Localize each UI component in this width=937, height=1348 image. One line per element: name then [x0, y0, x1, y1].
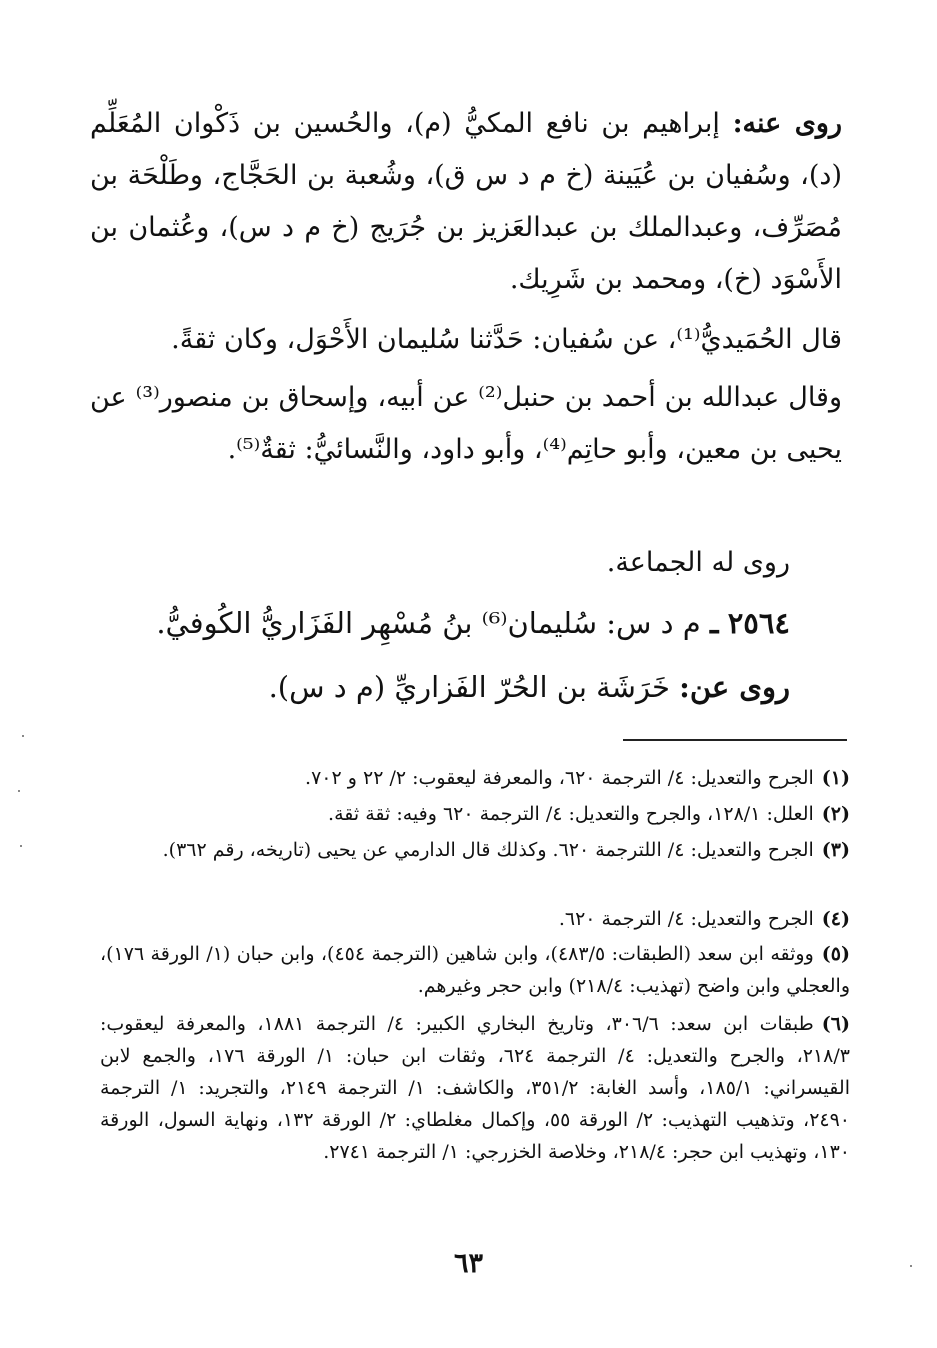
- footnote-2: [100, 798, 850, 830]
- footnote-number: (٣): [821, 839, 850, 861]
- entry-name: سُليمان⁽⁶⁾ بنُ مُسْهِر الفَزَاريُّ الكُوفيُّ.: [156, 606, 598, 640]
- scan-speck: [22, 735, 24, 737]
- scan-speck: [910, 1265, 912, 1267]
- footnote-number: (٦): [821, 1013, 850, 1035]
- entry-number: ٢٥٦٤: [727, 606, 790, 640]
- paragraph-trustworthiness: وقال عبدالله بن أحمد بن حنبل⁽²⁾ عن أبيه، وإسحاق بن منصور⁽³⁾ عن يحيى بن معين، وأبو حاتِم⁽⁴⁾، وأبو داود، والنَّسائيُّ: ثقةٌ⁽⁵⁾.: [90, 382, 842, 465]
- paragraph-narrated-from-him: [90, 98, 842, 306]
- footnote-1: [100, 762, 850, 794]
- narrators-list: إبراهيم بن نافع المكيُّ (م)، والحُسين بن ذَكْوان المُعَلِّم (د)، وسُفيان بن عُيَينة (خ م د س ق)، وشُعبة بن الحَجَّاج، وطَلْحَة بن مُصَرِّف، وعبدالملك بن عبدالعَزيز بن جُرَيج (خ م د س)، وعُثمان بن الأَسْوَد (خ)، ومحمد بن شَرِيك.: [90, 108, 842, 295]
- paragraph-humaydi-quote: قال الحُمَيديُّ⁽¹⁾، عن سُفيان: حَدَّثنا سُليمان الأَحْوَل، وكان ثقةً.: [171, 324, 842, 355]
- scan-speck: [18, 790, 20, 792]
- footnote-4: [100, 903, 850, 935]
- footnote-text: ووثقه ابن سعد (الطبقات: ٤٨٣/٥)، وابن شاهين (الترجمة ٤٥٤)، وابن حبان (١/ الورقة ١٧٦)، والعجلي وابن واضح (تهذيب: ٢١٨/٤) وابن حجر وغيرهم.: [100, 943, 850, 997]
- narrator-name: خَرَشَة بن الحُرّ الفَزاريِّ (م د س).: [268, 670, 670, 704]
- footnote-text: الجرح والتعديل: ٤/ الترجمة ٦٢٠، والمعرفة ليعقوب: ٢/ ٢٢ و ٧٠٢.: [305, 767, 814, 789]
- footnote-number: (١): [821, 767, 850, 789]
- page-number: ٦٣: [453, 1248, 483, 1279]
- footnote-5: [100, 938, 850, 1002]
- footnote-number: (٥): [821, 943, 850, 965]
- scan-speck: [20, 845, 22, 847]
- footnote-text: الجرح والتعديل: ٤/ الترجمة ٦٢٠.: [558, 908, 814, 930]
- section-label: روى عنه:: [732, 108, 842, 139]
- footnote-text: طبقات ابن سعد: ٣٠٦/٦، وتاريخ البخاري الكبير: ٤/ الترجمة ١٨٨١، والمعرفة ليعقوب: ٢١٨/٣، والجرح والتعديل: ٤/ الترجمة ٦٢٤، وثقات ابن حبان: ١/ الورقة ١٧٦، والجمع لابن القيسراني: ١٨٥/١، وأسد الغابة: ٣٥١/٢، والكاشف: ١/ الترجمة ٢١٤٩، والتجريد: ١/ الترجمة ٢٤٩٠، وتذهيب التهذيب: ٢/ الورقة ٥٥، وإكمال مغلطاي: ٢/ الورقة ١٣٢، ونهاية السول، الورقة ١٣٠، وتهذيب ابن حجر: ٢١٨/٤، وخلاصة الخزرجي: ١/ الترجمة ٢٧٤١.: [100, 1013, 851, 1163]
- section-label: روى عن:: [679, 670, 790, 704]
- footnote-text: العلل: ١٢٨/١، والجرح والتعديل: ٤/ الترجمة ٦٢٠ وفيه: ثقة ثقة.: [328, 803, 814, 825]
- footnote-number: (٢): [821, 803, 850, 825]
- footnote-text: الجرح والتعديل: ٤/ اللترجمة ٦٢٠. وكذلك قال الدارمي عن يحيى (تاريخه، رقم ٣٦٢).: [162, 839, 814, 861]
- entry-codes: م د س:: [606, 606, 701, 640]
- footnote-3: [100, 834, 850, 866]
- entry-dash: ـ: [709, 606, 719, 640]
- entry-heading: [90, 597, 790, 649]
- footnote-number: (٤): [821, 908, 850, 930]
- footnote-separator: [623, 739, 847, 741]
- footnote-6: [100, 1008, 850, 1168]
- paragraph-narrated-by-group: روى له الجماعة.: [606, 547, 790, 578]
- paragraph-narrated-from: [90, 661, 790, 713]
